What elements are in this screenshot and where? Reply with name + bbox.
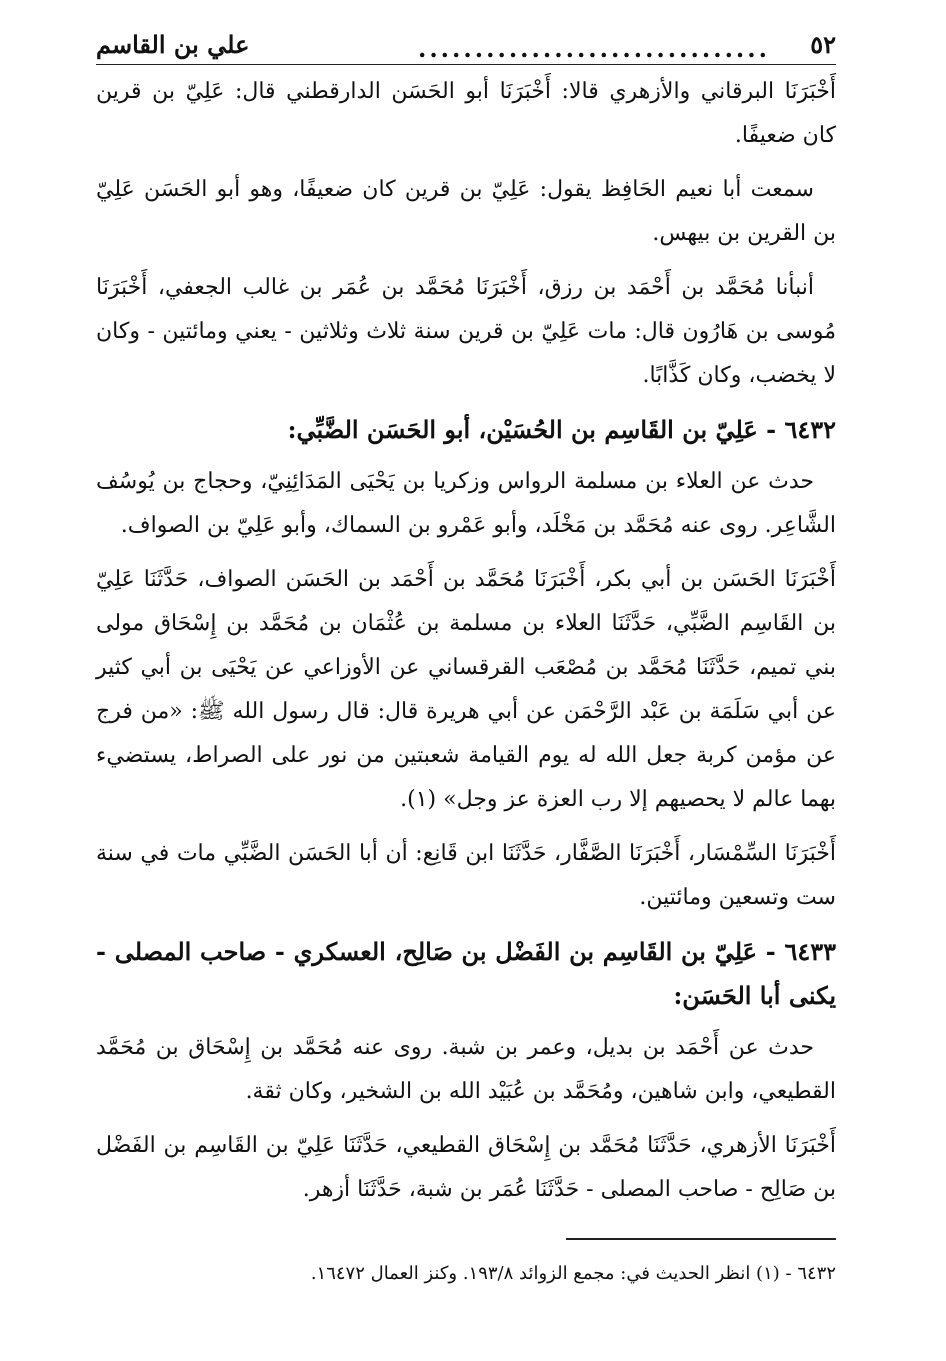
footnote: ٦٤٣٢ - (١) انظر الحديث في: مجمع الزوائد ١٩٣/٨. وكنز العمال ١٦٤٧٢. [310,1263,836,1284]
paragraph: أَخْبَرَنَا السِّمْسَار، أَخْبَرَنَا الصَّفَّار، حَدَّثَنَا ابن قَانِع: أن أبا الحَسَن الضَّبِّي مات في سنة ست وتسعين ومائتين. [96,841,836,910]
entry-heading-6433: ٦٤٣٣ - عَلِيّ بن القَاسِم بن الفَضْل بن صَالِح، العسكري - صاحب المصلى - يكنى أبا الحَسَن: [96,937,836,1010]
footnote-divider [566,1238,836,1240]
paragraph: أنبأنا مُحَمَّد بن أَحْمَد بن رزق، أَخْبَرَنَا مُحَمَّد بن عُمَر بن غالب الجعفي، أَخْبَرَنَا مُوسى بن هَارُون قال: مات عَلِيّ بن قرين سنة ثلاث وثلاثين - يعني ومائتين - وكان لا يخضب، وكان كَذَّابًا. [96,275,837,388]
header-title: علي بن القاسم [96,30,250,59]
paragraph: حدث عن العلاء بن مسلمة الرواس وزكريا بن يَحْيَى المَدَائِنِيّ، وحجاج بن يُوسُف الشَّاعِر. روى عنه مُحَمَّد بن مَخْلَد، وأبو عَمْرو بن السماك، وأبو عَلِيّ بن الصواف. [96,469,836,538]
header-dot-leader: ............................... [417,34,770,63]
main-text [96,70,836,1222]
paragraph: أَخْبَرَنَا الأزهري، حَدَّثَنَا مُحَمَّد بن إِسْحَاق القطيعي، حَدَّثَنَا عَلِيّ بن القَاسِم بن الفَضْل بن صَالِح - صاحب المصلى - حَدَّثَنَا عُمَر بن شبة، حَدَّثَنَا أزهر. [96,1133,836,1202]
entry-heading-6432: ٦٤٣٢ - عَلِيّ بن القَاسِم بن الحُسَيْن، أبو الحَسَن الضَّبِّي: [287,415,836,444]
page-number: ٥٢ [810,30,836,59]
paragraph: أَخْبَرَنَا البرقاني والأزهري قالا: أَخْبَرَنَا أبو الحَسَن الدارقطني قال: عَلِيّ بن قرين كان ضعيفًا. [96,79,836,148]
paragraph: حدث عن أَحْمَد بن بديل، وعمر بن شبة. روى عنه مُحَمَّد بن إِسْحَاق بن مُحَمَّد القطيعي، وابن شاهين، ومُحَمَّد بن عُبَيْد الله بن الشخير، وكان ثقة. [96,1035,836,1104]
running-header [96,26,836,65]
paragraph: سمعت أبا نعيم الحَافِظ يقول: عَلِيّ بن قرين كان ضعيفًا، وهو أبو الحَسَن عَلِيّ بن القرين بن بيهس. [96,177,836,246]
paragraph: أَخْبَرَنَا الحَسَن بن أبي بكر، أَخْبَرَنَا مُحَمَّد بن أَحْمَد بن الحَسَن الصواف، حَدَّثَنَا عَلِيّ بن القَاسِم الضَّبِّي، حَدَّثَنَا العلاء بن مسلمة بن عُثْمَان بن مُحَمَّد بن إِسْحَاق مولى بني تميم، حَدَّثَنَا مُحَمَّد بن مُصْعَب القرقساني عن الأوزاعي عن يَحْيَى بن أبي كثير عن أبي سَلَمَة بن عَبْد الرَّحْمَن عن أبي هريرة قال: قال رسول الله ﷺ: «من فرج عن مؤمن كربة جعل الله له يوم القيامة شعبتين من نور على الصراط، يستضيء بهما عالم لا يحصيهم إلا رب العزة عز وجل» (١). [96,567,836,812]
